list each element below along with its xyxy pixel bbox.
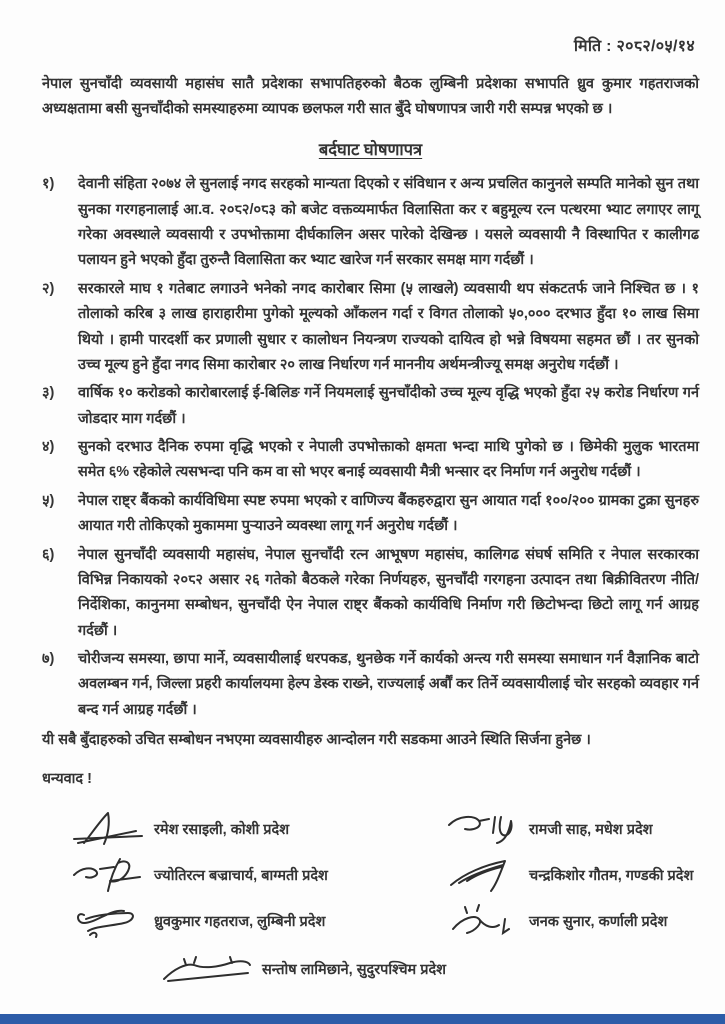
signatory-name: चन्द्रकिशोर गौतम, गण्डकी प्रदेश <box>529 867 694 884</box>
signatory-name: ज्योतिरत्न बज्राचार्य, बाग्मती प्रदेश <box>154 867 328 884</box>
point-item-7 <box>42 647 699 723</box>
point-number: ४) <box>42 439 55 455</box>
closing-paragraph: यी सबै बुँदाहरुको उचित सम्बोधन नभएमा व्यवसायीहरु आन्दोलन गरी सडकमा आउने स्थिति सिर्जना हुनेछ । <box>42 732 591 749</box>
point-text: वार्षिक १० करोडको कारोबारलाई ई-बिलिङ गर्ने नियमलाई सुनचाँदीको उच्च मूल्य वृद्धि भएको हुँदा २५ करोड निर्धारण गर्न जोडदार माग गर्दछौं । <box>78 385 699 427</box>
signature-block <box>42 806 699 944</box>
document-date: मिति : २०८२/०५/१४ <box>573 38 695 55</box>
point-text: सरकारले माघ १ गतेबाट लगाउने भनेको नगद कारोबार सिमा (५ लाखले) व्यवसायी थप संकटतर्फ जाने निश्चित छ । १ तोलाको करिब ३ लाख हाराहारीमा पुगेको मूल्यको आँकलन गर्दा र विगत तोलाको ५०,००० दरभाउ हुँदा १० लाख सिमा थियो । हामी पारदर्शी कर प्रणाली सुधार र कालोधन नियन्त्रण राज्यको दायित्व हो भन्ने विषयमा सहमत छौं । तर सुनको उच्च मूल्य हुने हुँदा नगद सिमा कारोबार २० लाख निर्धारण गर्न माननीय अर्थमन्त्रीज्यू समक्ष अनुरोध गर्दछौं । <box>78 280 699 373</box>
signature-scribble-icon <box>445 809 523 849</box>
point-number: ६) <box>42 546 55 563</box>
signature-scribble-icon <box>160 949 256 989</box>
points-list <box>42 172 699 723</box>
signatory-name: रामजी साह, मधेश प्रदेश <box>529 821 653 838</box>
signatory-name: जनक सुनार, कर्णाली प्रदेश <box>529 913 668 930</box>
signature-row-bottom <box>160 946 699 992</box>
point-text: देवानी संहिता २०७४ ले सुनलाई नगद सरहको मान्यता दिएको र संविधान र अन्य प्रचलित कानुनले सम्पति मानेको सुन तथा सुनका गरगहनालाई आ.व. २०८२/०८३ को बजेट वक्तव्यमार्फत विलासिता कर र बहुमूल्य रत्न पत्थरमा भ्याट लगाएर लागू गरेका अवस्थाले व्यवसायी र उपभोक्तामा दीर्घकालिन असर पारेको देखिन्छ । यसले व्यवसायी नै विस्थापित र कालीगढ पलायन हुने भएको हुँदा तुरुन्तै विलासिता कर भ्याट खारेज गर्न सरकार समक्ष माग गर्दछौं । <box>78 176 699 269</box>
intro-paragraph: नेपाल सुनचाँदी व्यवसायी महासंघ सातै प्रदेशका सभापतिहरुको बैठक लुम्बिनी प्रदेशका सभापति ध्रुव कुमार गहतराजको अध्यक्षतामा बसी सुनचाँदीको समस्याहरुमा व्यापक छलफल गरी सात बुँदे घोषणापत्र जारी गरी सम्पन्न भएको छ । <box>42 76 699 118</box>
point-text: नेपाल राष्ट्र बैंकको कार्यविधिमा स्पष्ट रुपमा भएको र वाणिज्य बैंकहरुद्वारा सुन आयात गर्दा १००/२०० ग्रामका टुक्रा सुनहरु आयात गरी तोकिएको मुकाममा पुऱ्याउने व्यवस्था लागू गर्न अनुरोध गर्दछौं । <box>78 492 699 535</box>
signature-row <box>70 898 415 944</box>
point-number: १) <box>42 176 55 193</box>
signatory-name: ध्रुवकुमार गहतराज, लुम्बिनी प्रदेश <box>154 913 326 930</box>
point-item-4 <box>42 435 699 486</box>
point-number: ७) <box>42 651 55 667</box>
point-item-6 <box>42 543 699 645</box>
signature-scribble-icon <box>70 855 148 895</box>
signatory-name: रमेश रसाइली, कोशी प्रदेश <box>154 821 290 838</box>
signature-row <box>445 852 699 898</box>
point-text: सुनको दरभाउ दैनिक रुपमा वृद्धि भएको र नेपाली उपभोक्ताको क्षमता भन्दा माथि पुगेको छ । छिमेकी मुलुक भारतमा समेत ६% रहेकोले त्यसभन्दा पनि कम वा सो भएर बनाई व्यवसायी मैत्री भन्सार दर निर्माण गर्न अनुरोध गर्दछौं । <box>78 439 699 481</box>
point-item-1 <box>42 172 699 274</box>
thanks-line: धन्यवाद ! <box>42 771 92 787</box>
point-number: ३) <box>42 385 55 402</box>
point-number: २) <box>42 280 55 297</box>
signature-scribble-icon <box>445 855 523 895</box>
footer-bar <box>0 1014 725 1024</box>
point-text: चोरीजन्य समस्या, छापा मार्ने, व्यवसायीलाई धरपकड, थुनछेक गर्ने कार्यको अन्त्य गरी समस्या समाधान गर्न वैज्ञानिक बाटो अवलम्बन गर्न, जिल्ला प्रहरी कार्यालयमा हेल्प डेस्क राख्ने, राज्यलाई अर्बौं कर तिर्ने व्यवसायीलाई चोर सरहको व्यवहार गर्न बन्द गर्न आग्रह गर्दछौं । <box>78 651 699 718</box>
signature-column-left <box>42 806 415 944</box>
signature-row <box>445 806 699 852</box>
signature-column-right <box>415 806 699 944</box>
point-item-3 <box>42 381 699 432</box>
signature-scribble-icon <box>70 809 148 849</box>
signatory-name: सन्तोष लामिछाने, सुदुरपश्चिम प्रदेश <box>262 961 447 978</box>
document-title: बर्दघाट घोषणापत्र <box>318 141 423 160</box>
point-item-2 <box>42 277 699 379</box>
point-item-5 <box>42 489 699 540</box>
signature-row <box>70 852 415 898</box>
point-number: ५) <box>42 492 55 509</box>
signature-scribble-icon <box>70 901 148 941</box>
signature-row <box>70 806 415 852</box>
signature-scribble-icon <box>445 901 523 941</box>
signature-row <box>445 898 699 944</box>
point-text: नेपाल सुनचाँदी व्यवसायी महासंघ, नेपाल सुनचाँदी रत्न आभूषण महासंघ, कालिगढ संघर्ष समिति र नेपाल सरकारका विभिन्न निकायको २०८२ असार २६ गतेको बैठकले गरेका निर्णयहरु, सुनचाँदी गरगहना उत्पादन तथा बिक्रीवितरण नीति/निर्देशिका, कानुनमा सम्बोधन, सुनचाँदी ऐन नेपाल राष्ट्र बैंकको कार्यविधि निर्माण गरी छिटोभन्दा छिटो लागू गर्न आग्रह गर्दछौं । <box>78 546 699 639</box>
